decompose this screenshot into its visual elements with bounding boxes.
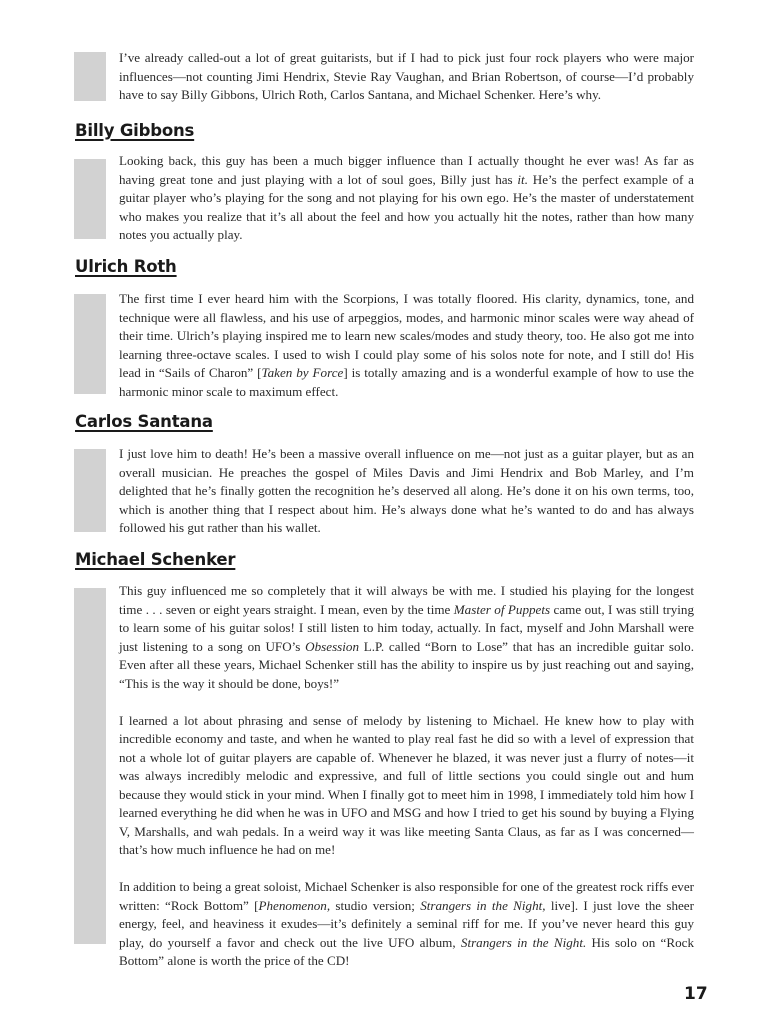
text-run: studio version; [330,897,421,913]
text-run: The first time I ever heard him with the Scorpions, I was totally floored. His clarity, dynamics, tone, and technique were all flawless, and his use of arpeggios, modes, and harmonic minor scales were way ahead of their time. Ulrich’s playing inspired me to learn new scales/modes and study theory, too. He also got me into learning three-octave scales. I used to wish I could play some of his solos note for note, and I still do! His lead in “Sails of Charon” [ [119,291,694,380]
sidebar-bar [74,588,106,944]
section-heading-billy-gibbons: Billy Gibbons [75,121,195,140]
paragraph [119,445,694,538]
paragraph [119,582,694,693]
text-run: His solo on “Rock Bottom” alone is worth the price of the CD! [119,934,694,968]
section-block-billy-gibbons [74,153,694,245]
text-run: In addition to being a great soloist, Michael Schenker is also responsible for one of the greatest rock riffs ever written: “Rock Bottom” [ [119,879,694,913]
page-number: 17 [684,984,708,1004]
section-block-ulrich-roth [74,291,694,401]
sidebar-bar [74,52,106,101]
section-heading-michael-schenker: Michael Schenker [75,550,236,569]
text-run: He’s the perfect example of a guitar player who’s playing for the song and not playing for his own ego. He’s the master of understatement who makes you realize that it’s all about the feel and how you actually hit the notes, rather than how many notes you actually play. [119,171,694,242]
section-block-michael-schenker [74,583,695,971]
paragraph [119,290,694,401]
text-run: This guy influenced me so completely that it will always be with me. I studied his playing for the longest time . . . seven or eight years straight. I mean, even by the time [119,583,694,617]
section-text [119,152,694,245]
italic-run: Strangers in the Night. [460,934,587,950]
italic-run: Obsession [305,638,360,654]
text-run: came out, I was still trying to learn some of his guitar solos! I still listen to him today, actually. In fact, myself and John Marshall were just listening to a song on UFO’s [119,601,694,654]
italic-run: Strangers in the Night, [420,897,546,913]
italic-run: Taken by Force [261,365,344,380]
section-text [119,445,694,538]
sidebar-bar [74,159,106,239]
text-run: I just love him to death! He’s been a massive overall influence on me—not just as a guitar player, but as an overall musician. He preaches the gospel of Miles Davis and Jimi Hendrix and Bob Marley, and I’m delighted that he’s finally gotten the recognition he’s deserved all along. He’s done it on his own terms, too, which is another thing that I respect about him. He’s always done what he’s wanted to do and has always followed his gut rather than his wallet. [119,446,694,535]
paragraph [119,878,694,971]
text-run: I learned a lot about phrasing and sense of melody by listening to Michael. He knew how to play with incredible economy and taste, and when he wanted to play real fast he did so with a level of expression that not a whole lot of guitar players are capable of. Whenever he blazed, it was never just a flurry of notes—it was always incredibly melodic and expressive, and full of little sections you could single out and hum because they would stick in your mind. When I finally got to meet him in 1998, I immediately told him how I learned everything he did when he was in UFO and MSG and how I tried to get his sound by buying a Flying V, Marshalls, and wah pedals. In a weird way it was like meeting Santa Claus, as far as I was concerned—that’s how much influence he had on me! [119,712,694,857]
italic-run: it. [517,171,528,187]
paragraph [119,152,694,245]
italic-run: Master of Puppets [453,601,551,617]
section-block-carlos-santana [74,446,694,538]
section-heading-carlos-santana: Carlos Santana [75,412,213,431]
sidebar-bar [74,449,106,532]
section-text [119,290,694,401]
section-text [119,582,694,971]
text-run: ] is totally amazing and is a wonderful example of how to use the harmonic minor scale to maximum effect. [119,365,694,399]
paragraph: I’ve already called-out a lot of great guitarists, but if I had to pick just four rock players who were major influences—not counting Jimi Hendrix, Stevie Ray Vaughan, and Brian Robertson, of course—I’d probably have to say Billy Gibbons, Ulrich Roth, Carlos Santana, and Michael Schenker. Here’s why. [119,50,694,102]
text-run: L.P. called “Born to Lose” that has an incredible guitar solo. Even after all these years, Michael Schenker still has the ability to inspire us by just reaching out and saying, “This is the way it should be done, boys!” [119,638,695,691]
sidebar-bar [74,294,106,394]
text-run: Looking back, this guy has been a much bigger influence than I actually thought he ever was! As far as having great tone and just playing with a lot of soul goes, Billy just has [119,153,694,187]
intro-block [74,52,694,105]
text-run: live]. I just love the sheer energy, feel, and heaviness it exudes—it’s definitely a seminal riff for me. If you’ve never heard this guy play, do yourself a favor and check out the live UFO album, [119,897,694,950]
intro-text [119,49,694,105]
section-heading-ulrich-roth: Ulrich Roth [75,257,177,276]
italic-run: Phenomenon, [258,897,331,913]
paragraph [119,712,694,860]
